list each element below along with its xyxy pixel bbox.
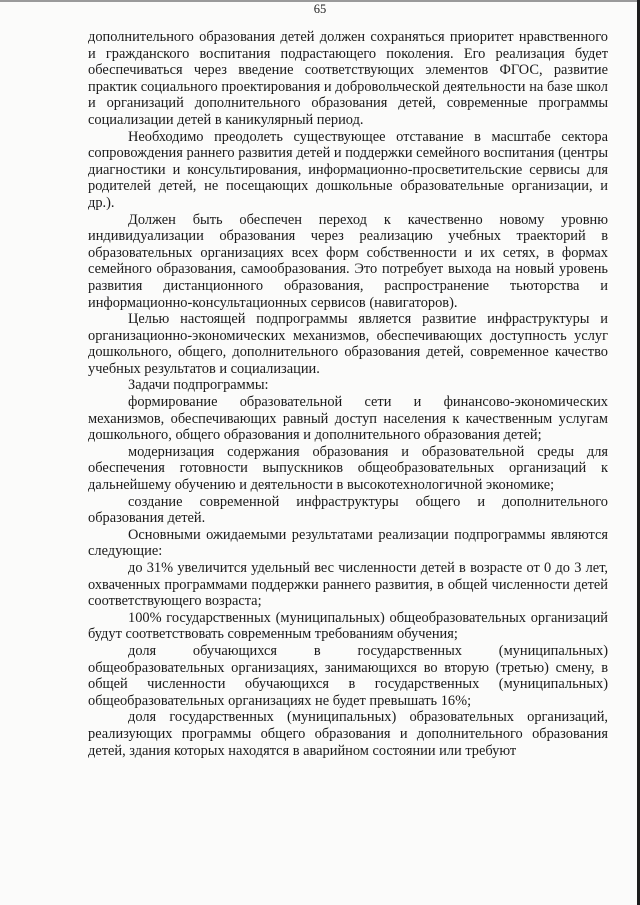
paragraph: Задачи подпрограммы: xyxy=(128,377,269,394)
paragraph: дополнительного образования детей должен сохраняться приоритет нравственного и гражданского воспитания подрастающего поколения. Его реализация будет обеспечиваться через введение соответствующих элементов ФГОС, развитие практик социального проектирования и добровольческой деятельности на базе школ и организаций дополнительного образования детей, современные программы социализации детей в каникулярный период. xyxy=(88,29,608,128)
list-item: до 31% увеличится удельный вес численности детей в возрасте от 0 до 3 лет, охваченных программами поддержки раннего развития, в общей численности детей соответствующего возраста; xyxy=(88,560,608,610)
paragraph: Целью настоящей подпрограммы является развитие инфраструктуры и организационно-экономических механизмов, обеспечивающих доступность услуг дошкольного, общего, дополнительного образования детей, современное качество учебных результатов и социализации. xyxy=(88,311,608,377)
list-item: 100% государственных (муниципальных) общеобразовательных организаций будут соответствовать современным требованиям обучения; xyxy=(88,609,608,643)
body-text xyxy=(88,29,608,759)
list-item: доля обучающихся в государственных (муниципальных) общеобразовательных организациях, занимающихся во вторую (третью) смену, в общей численности обучающихся в государственных (муниципальных) общеобразовательных организациях не будет превышать 16%; xyxy=(88,642,608,709)
list-item: модернизация содержания образования и образовательной среды для обеспечения готовности выпускников общеобразовательных организаций к дальнейшему обучению и деятельности в высокотехнологичной экономике; xyxy=(88,443,608,494)
list-item: создание современной инфраструктуры общего и дополнительного образования детей. xyxy=(88,493,608,527)
list-item: формирование образовательной сети и финансово-экономических механизмов, обеспечивающих равный доступ населения к качественным услугам дошкольного, общего образования и дополнительного образования детей; xyxy=(88,394,608,444)
paragraph: Должен быть обеспечен переход к качественно новому уровню индивидуализации образования через реализацию учебных траекторий в образовательных организациях всех форм собственности и их сетях, в формах семейного образования, самообразования. Это потребует выхода на новый уровень развития дистанционного образования, распространение тьюторства и информационно-консультационных сервисов (навигаторов). xyxy=(88,211,608,311)
list-item: доля государственных (муниципальных) образовательных организаций, реализующих программы общего образования и дополнительного образования детей, здания которых находятся в аварийном состоянии или требуют xyxy=(88,709,608,759)
paragraph: Необходимо преодолеть существующее отставание в масштабе сектора сопровождения раннего развития детей и поддержки семейного воспитания (центры диагностики и консультирования, информационно-просветительские сервисы для родителей детей, не посещающих дошкольные образовательные организации, и др.). xyxy=(88,128,608,211)
page-number: 65 xyxy=(313,2,327,16)
paragraph: Основными ожидаемыми результатами реализации подпрограммы являются следующие: xyxy=(88,526,608,560)
